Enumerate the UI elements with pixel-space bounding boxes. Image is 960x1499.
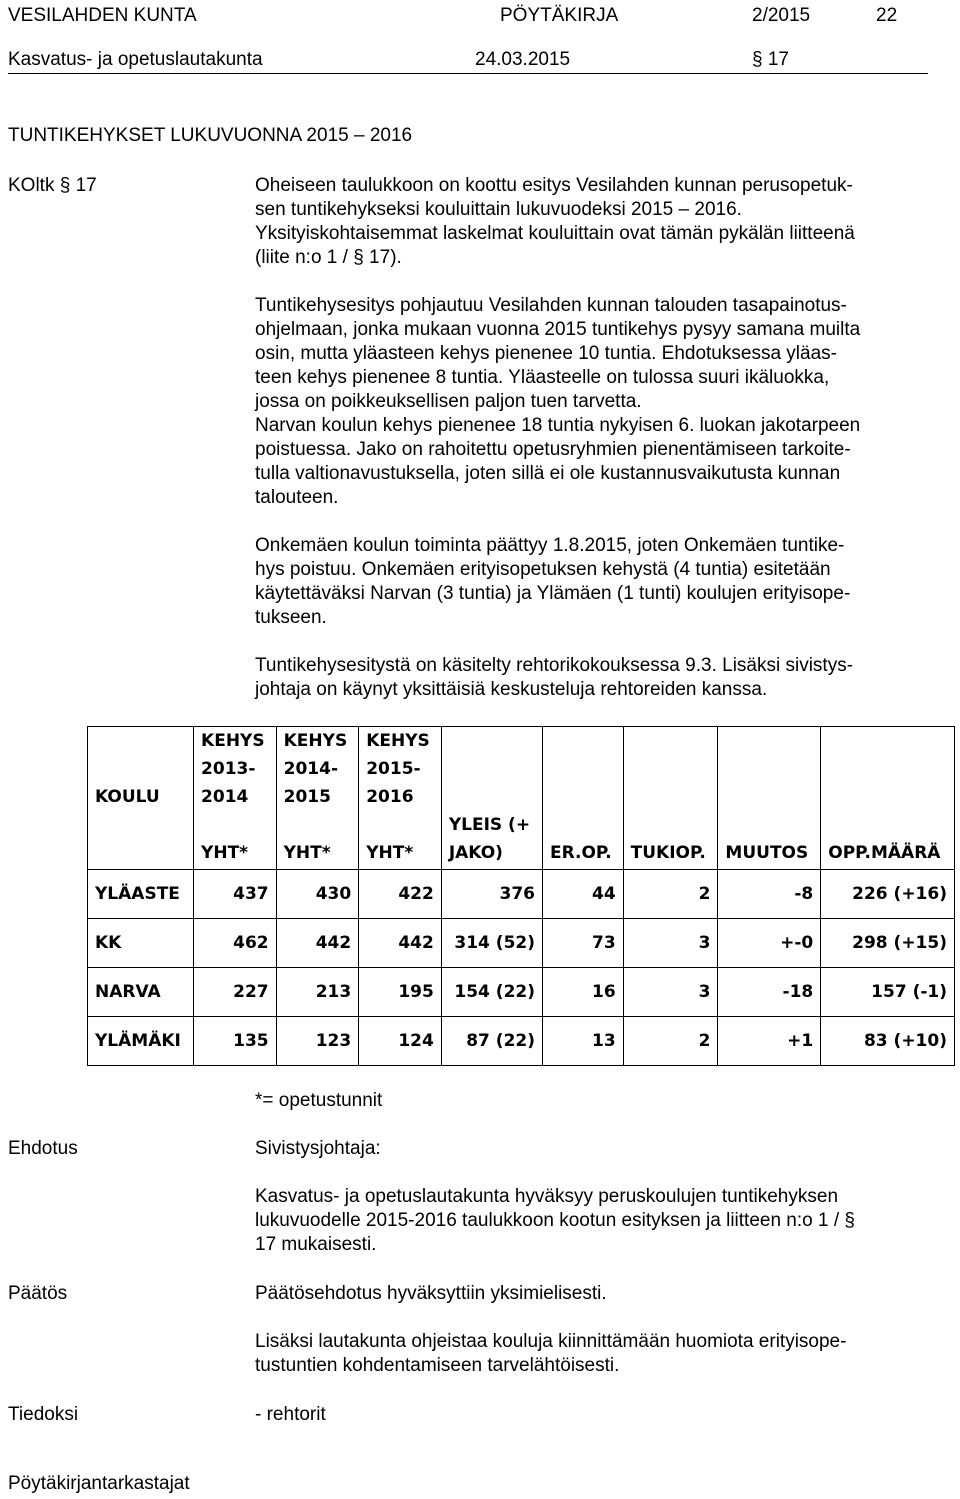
header-rule [8, 73, 928, 74]
col-header-kehys-2015-2016: KEHYS 2015- 2016 YHT* [359, 727, 442, 870]
meeting-date: 24.03.2015 [475, 49, 571, 70]
text-line: käytettäväksi Narvan (3 tuntia) ja Ylämäen (1 tunti) koulujen erityisope- [255, 583, 851, 604]
cell-yleis: 376 [441, 870, 542, 919]
col-header-koulu: KOULU [88, 727, 194, 870]
cell-muutos: -18 [718, 968, 821, 1017]
text-line: Onkemäen koulun toiminta päättyy 1.8.2015, joten Onkemäen tuntike- [255, 535, 845, 556]
cell-k1516: 442 [359, 919, 442, 968]
paatos-label: Päätös [8, 1283, 68, 1304]
cell-yleis: 87 (22) [441, 1017, 542, 1066]
body-text [255, 174, 945, 702]
table-row [88, 1017, 955, 1066]
frame-table [87, 726, 955, 1066]
cell-yleis: 314 (52) [441, 919, 542, 968]
text-line: Kasvatus- ja opetuslautakunta hyväksyy peruskoulujen tuntikehyksen [255, 1186, 839, 1207]
ehdotus-signer: Sivistysjohtaja: [255, 1138, 381, 1159]
col-header-erop: ER.OP. [543, 727, 624, 870]
text-line: tustuntien kohdentamiseen tarvelähtöisesti. [255, 1355, 620, 1376]
text-line: Narvan koulun kehys pienenee 18 tuntia nykyisen 6. luokan jakotarpeen [255, 415, 861, 436]
text-line: poistuessa. Jako on rahoitettu opetusryhmien pienentämiseen tarkoite- [255, 439, 851, 460]
ehdotus-label: Ehdotus [8, 1138, 78, 1159]
text-line: johtaja on käynyt yksittäisiä keskusteluja rehtoreiden kanssa. [255, 679, 768, 700]
cell-erop: 44 [543, 870, 624, 919]
text-line: (liite n:o 1 / § 17). [255, 247, 402, 268]
text-line: lukuvuodelle 2015-2016 taulukkoon kootun esityksen ja liitteen n:o 1 / § [255, 1210, 855, 1231]
org-name: VESILAHDEN KUNTA [8, 5, 197, 26]
cell-k1516: 422 [359, 870, 442, 919]
col-header-kehys-2013-2014: KEHYS 2013- 2014 YHT* [194, 727, 277, 870]
text-line: jossa on poikkeuksellisen paljon tuen tarvetta. [255, 391, 642, 412]
cell-yleis: 154 (22) [441, 968, 542, 1017]
cell-k1314: 462 [194, 919, 277, 968]
text-line: 17 mukaisesti. [255, 1234, 377, 1255]
cell-oppmaara: 157 (-1) [821, 968, 955, 1017]
col-header-kehys-2014-2015: KEHYS 2014- 2015 YHT* [276, 727, 359, 870]
text-line: Tuntikehysesitys pohjautuu Vesilahden kunnan talouden tasapainotus- [255, 295, 847, 316]
cell-muutos: -8 [718, 870, 821, 919]
text-line: ohjelmaan, jonka mukaan vuonna 2015 tuntikehys pysyy samana muilta [255, 319, 861, 340]
cell-erop: 73 [543, 919, 624, 968]
text-line: tulla valtionavustuksella, joten sillä ei ole kustannusvaikutusta kunnan [255, 463, 841, 484]
cell-tukiop: 3 [623, 968, 718, 1017]
cell-muutos: +1 [718, 1017, 821, 1066]
section-ref: KOltk § 17 [8, 175, 97, 196]
cell-oppmaara: 298 (+15) [821, 919, 955, 968]
text-line: Tuntikehysesitystä on käsitelty rehtorikokouksessa 9.3. Lisäksi sivistys- [255, 655, 854, 676]
text-line: hys poistuu. Onkemäen erityisopetuksen kehystä (4 tuntia) esitetään [255, 559, 831, 580]
col-header-tukiop: TUKIOP. [623, 727, 718, 870]
cell-oppmaara: 226 (+16) [821, 870, 955, 919]
paatos-text: Päätösehdotus hyväksyttiin yksimielisesti. [255, 1283, 607, 1304]
cell-koulu: YLÄASTE [88, 870, 194, 919]
tiedoksi-value: - rehtorit [255, 1404, 326, 1425]
cell-koulu: KK [88, 919, 194, 968]
col-header-muutos: MUUTOS [718, 727, 821, 870]
cell-k1415: 442 [276, 919, 359, 968]
cell-erop: 13 [543, 1017, 624, 1066]
table-row [88, 919, 955, 968]
page-title: TUNTIKEHYKSET LUKUVUONNA 2015 – 2016 [8, 125, 413, 146]
cell-muutos: +-0 [718, 919, 821, 968]
text-line: teen kehys pienenee 8 tuntia. Yläasteelle on tulossa suuri ikäluokka, [255, 367, 830, 388]
text-line: sen tuntikehykseksi kouluittain lukuvuodeksi 2015 – 2016. [255, 199, 742, 220]
section-number: § 17 [752, 49, 789, 70]
tarkastajat-label: Pöytäkirjantarkastajat [8, 1473, 190, 1494]
doc-type: PÖYTÄKIRJA [500, 5, 619, 26]
cell-k1415: 430 [276, 870, 359, 919]
paatos-extra [255, 1330, 945, 1378]
col-header-oppmaara: OPP.MÄÄRÄ [821, 727, 955, 870]
cell-k1516: 124 [359, 1017, 442, 1066]
col-header-yleis: YLEIS (+ JAKO) [441, 727, 542, 870]
text-line: Oheiseen taulukkoon on koottu esitys Vesilahden kunnan perusopetuk- [255, 175, 853, 196]
committee-name: Kasvatus- ja opetuslautakunta [8, 49, 263, 70]
cell-tukiop: 2 [623, 1017, 718, 1066]
table-footnote: *= opetustunnit [255, 1090, 383, 1111]
text-line: tukseen. [255, 607, 327, 628]
text-line: osin, mutta yläasteen kehys pienenee 10 tuntia. Ehdotuksessa yläas- [255, 343, 837, 364]
issue-number: 2/2015 [752, 5, 811, 26]
table-row [88, 968, 955, 1017]
cell-k1314: 227 [194, 968, 277, 1017]
cell-k1314: 135 [194, 1017, 277, 1066]
table-row [88, 870, 955, 919]
cell-erop: 16 [543, 968, 624, 1017]
text-line: Lisäksi lautakunta ohjeistaa kouluja kiinnittämään huomiota erityisope- [255, 1331, 847, 1352]
cell-tukiop: 3 [623, 919, 718, 968]
cell-tukiop: 2 [623, 870, 718, 919]
ehdotus-text [255, 1185, 945, 1257]
text-line: talouteen. [255, 487, 339, 508]
cell-k1415: 213 [276, 968, 359, 1017]
text-line: Yksityiskohtaisemmat laskelmat kouluittain ovat tämän pykälän liitteenä [255, 223, 855, 244]
cell-koulu: YLÄMÄKI [88, 1017, 194, 1066]
cell-k1415: 123 [276, 1017, 359, 1066]
page-number: 22 [876, 5, 898, 26]
cell-k1516: 195 [359, 968, 442, 1017]
cell-koulu: NARVA [88, 968, 194, 1017]
tiedoksi-label: Tiedoksi [8, 1404, 79, 1425]
cell-k1314: 437 [194, 870, 277, 919]
table-header-row [88, 727, 955, 870]
cell-oppmaara: 83 (+10) [821, 1017, 955, 1066]
